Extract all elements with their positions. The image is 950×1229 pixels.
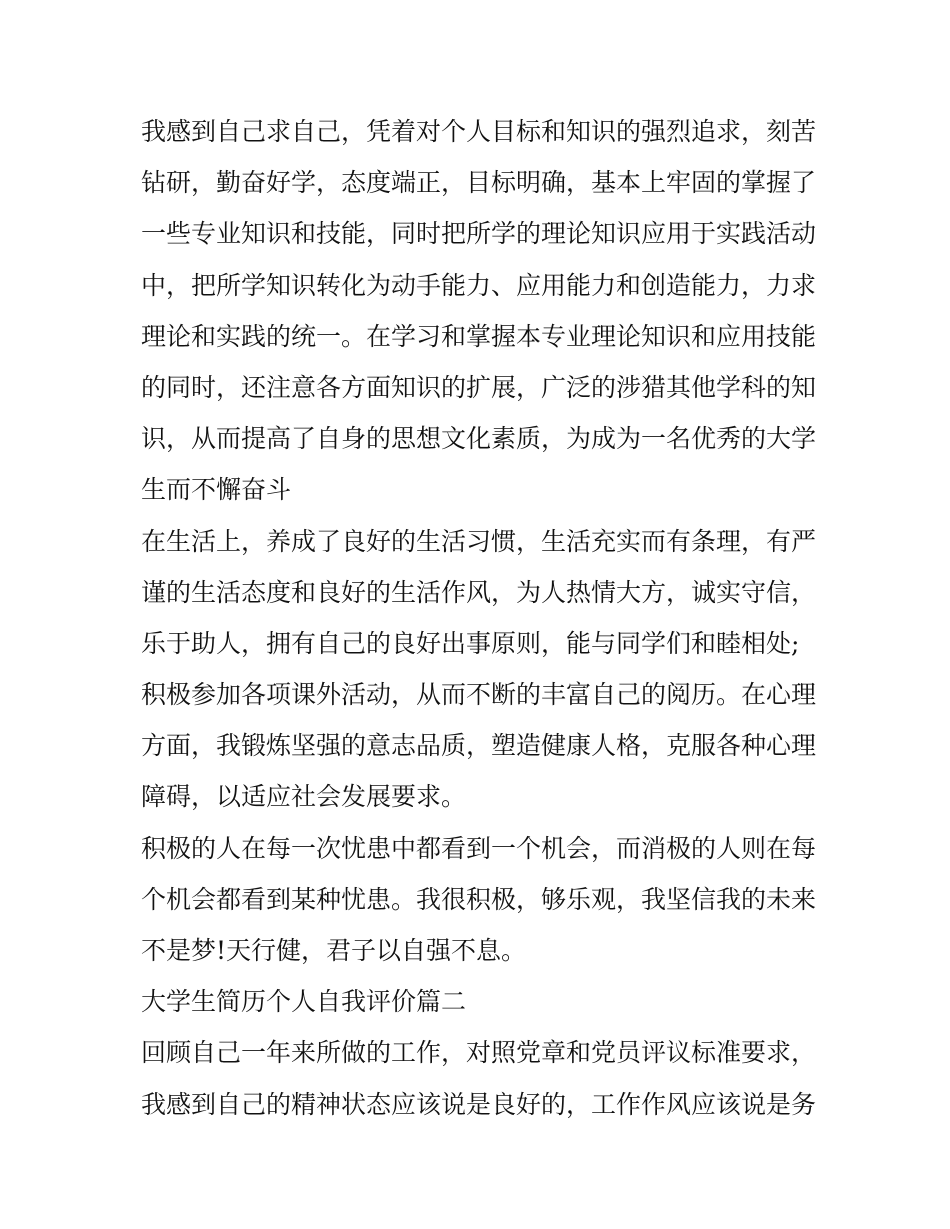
text-line: 在生活上，养成了良好的生活习惯，生活充实而有条理，有严 bbox=[141, 526, 817, 556]
text-line: 不是梦!天行健，君子以自强不息。 bbox=[141, 936, 527, 965]
text-line: 生而不懈奋斗 bbox=[141, 475, 292, 505]
text-line: 回顾自己一年来所做的工作，对照党章和党员评议标准要求， bbox=[141, 1038, 817, 1068]
section-heading: 大学生简历个人自我评价篇二 bbox=[141, 987, 467, 1017]
text-line: 障碍，以适应社会发展要求。 bbox=[141, 782, 467, 812]
text-line: 个机会都看到某种忧患。我很积极，够乐观，我坚信我的未来 bbox=[141, 884, 817, 914]
document-body bbox=[141, 106, 821, 1130]
text-line: 识，从而提高了自身的思想文化素质，为成为一名优秀的大学 bbox=[141, 424, 817, 454]
text-line: 方面，我锻炼坚强的意志品质，塑造健康人格，克服各种心理 bbox=[141, 731, 817, 761]
text-line: 积极参加各项课外活动，从而不断的丰富自己的阅历。在心理 bbox=[141, 680, 817, 710]
text-line: 的同时，还注意各方面知识的扩展，广泛的涉猎其他学科的知 bbox=[141, 372, 817, 402]
text-line: 一些专业知识和技能，同时把所学的理论知识应用于实践活动 bbox=[141, 219, 817, 249]
text-line: 乐于助人，拥有自己的良好出事原则，能与同学们和睦相处; bbox=[141, 628, 800, 658]
text-line: 理论和实践的统一。在学习和掌握本专业理论知识和应用技能 bbox=[141, 321, 817, 351]
text-line: 谨的生活态度和良好的生活作风，为人热情大方，诚实守信， bbox=[141, 577, 817, 607]
text-line: 积极的人在每一次忧患中都看到一个机会，而消极的人则在每 bbox=[141, 833, 817, 863]
text-line: 钻研，勤奋好学，态度端正，目标明确，基本上牢固的掌握了 bbox=[141, 168, 817, 198]
text-line: 我感到自己求自己，凭着对个人目标和知识的强烈追求，刻苦 bbox=[141, 117, 817, 146]
text-line: 中，把所学知识转化为动手能力、应用能力和创造能力，力求 bbox=[141, 270, 817, 300]
text-line: 我感到自己的精神状态应该说是良好的，工作作风应该说是务 bbox=[141, 1089, 817, 1119]
